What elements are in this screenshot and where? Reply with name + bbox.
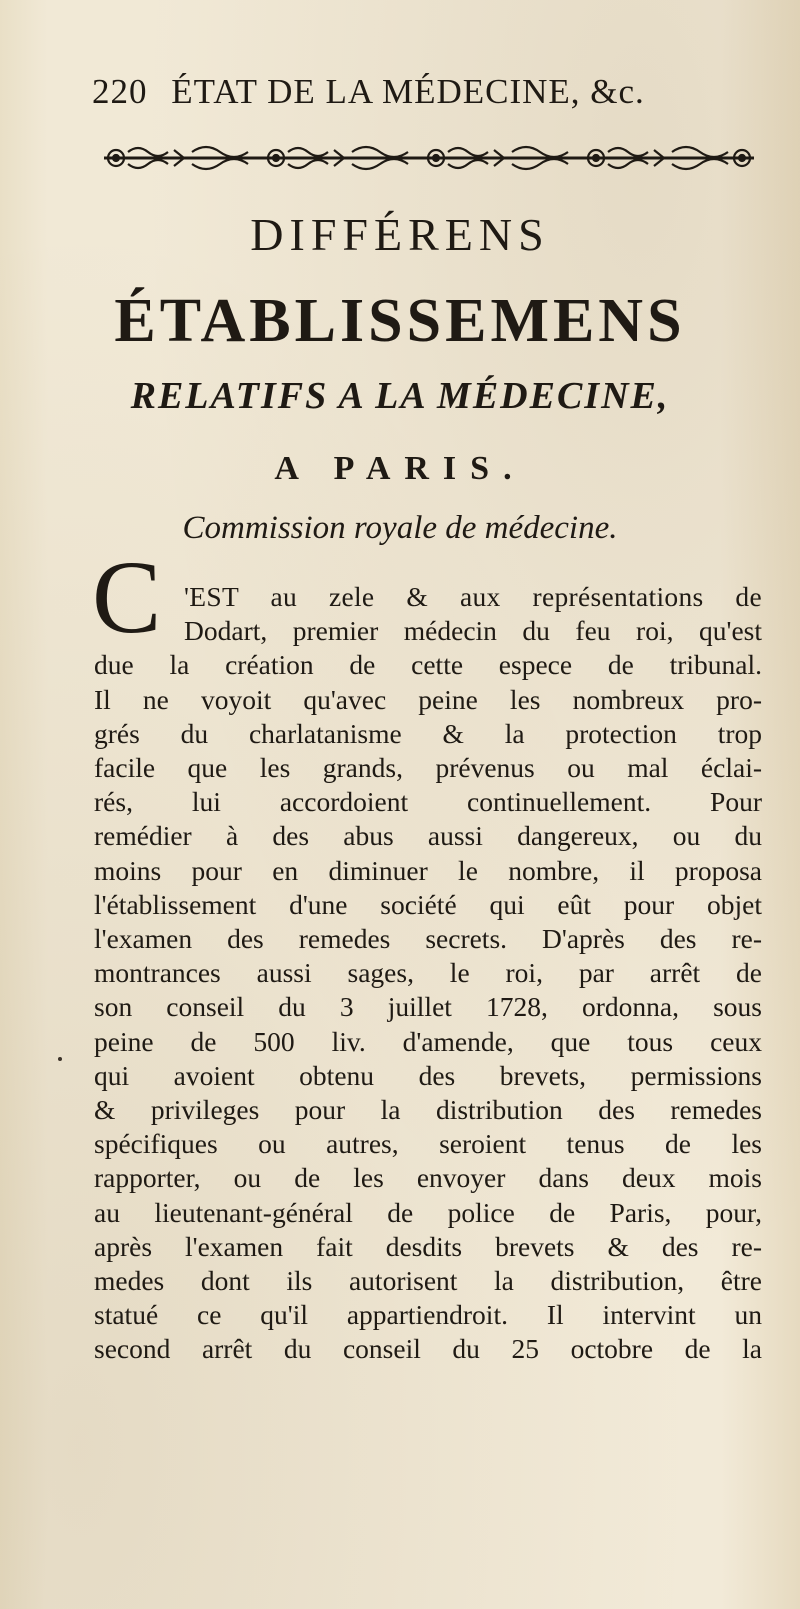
- text-line: & privileges pour la distribution des remedes: [94, 1094, 762, 1125]
- text-line: remédier à des abus aussi dangereux, ou du: [94, 820, 762, 852]
- page-number: 220: [92, 72, 148, 111]
- text-line: Il ne voyoit qu'avec peine les nombreux pro-: [94, 683, 762, 715]
- text-line: rapporter, ou de les envoyer dans deux mois: [94, 1162, 762, 1194]
- text-line: qui avoient obtenu des brevets, permissions: [94, 1059, 762, 1091]
- running-title: ÉTAT DE LA MÉDECINE, &c.: [171, 72, 645, 111]
- section-heading: Commission royale de médecine.: [182, 510, 618, 546]
- text-line: montrances aussi sages, le roi, par arrêt de: [94, 957, 762, 989]
- text-line: facile que les grands, prévenus ou mal éclai-: [94, 752, 762, 783]
- text-line: medes dont ils autorisent la distribution, être: [94, 1265, 762, 1296]
- text-line: Dodart, premier médecin du feu roi, qu'est: [184, 615, 762, 647]
- printers-ornament-band-icon: [96, 140, 762, 176]
- text-line: peine de 500 liv. d'amende, que tous ceux: [94, 1025, 762, 1057]
- text-line: son conseil du 3 juillet 1728, ordonna, sous: [94, 991, 762, 1023]
- text-line: après l'examen fait desdits brevets & des re-: [94, 1230, 762, 1262]
- text-line: au lieutenant-général de police de Paris, pour,: [94, 1196, 762, 1228]
- text-line: spécifiques ou autres, seroient tenus de les: [94, 1128, 762, 1160]
- text-line: l'établissement d'une société qui eût pour objet: [94, 888, 762, 920]
- margin-mark: [58, 1057, 62, 1061]
- text-line: l'examen des remedes secrets. D'après des re-: [94, 923, 762, 954]
- title-line-2: ÉTABLISSEMENS: [114, 287, 686, 355]
- text-line: moins pour en diminuer le nombre, il proposa: [94, 854, 762, 886]
- text-line: second arrêt du conseil du 25 octobre de la: [94, 1333, 762, 1365]
- title-line-3: RELATIFS A LA MÉDECINE,: [130, 375, 670, 417]
- title-line-1: DIFFÉRENS: [250, 209, 550, 260]
- text-line: statué ce qu'il appartiendroit. Il intervint un: [94, 1299, 762, 1331]
- text-line: 'EST au zele & aux représentations de: [184, 581, 762, 612]
- text-line: rés, lui accordoient continuellement. Pour: [94, 786, 762, 818]
- text-line: due la création de cette espece de tribunal.: [94, 649, 762, 681]
- running-head: [92, 72, 645, 112]
- title-line-4: A PARIS.: [274, 450, 526, 487]
- drop-cap: C: [92, 540, 162, 655]
- text-line: grés du charlatanisme & la protection trop: [94, 717, 762, 749]
